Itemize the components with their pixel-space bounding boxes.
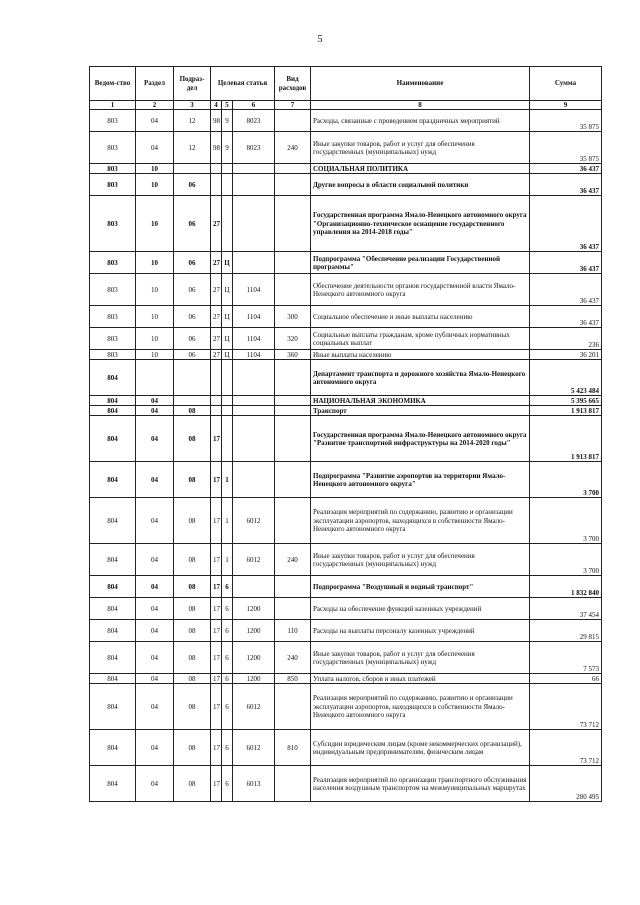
cell-vedomstvo: 803 [90,132,136,164]
table-row [90,576,602,598]
column-number: 9 [530,101,602,110]
cell-sum: 73 712 [530,730,602,766]
cell-subprogram: 9 [222,110,233,132]
cell-name: Реализация мероприятий по содержанию, развитию и организации эксплуатации аэропортов, находящихся в собственности Ямало-Ненецкого автономного округа [311,684,530,730]
cell-expense-type: 240 [275,544,311,576]
column-number: 6 [233,101,275,110]
cell-vedomstvo: 803 [90,110,136,132]
cell-podrazdel: 06 [174,174,211,196]
table-row [90,462,602,498]
cell-name: Реализация мероприятий по организации транспортного обслуживания населения воздушным транспортом на межмуниципальных маршрутах [311,766,530,802]
cell-program: 17 [211,462,222,498]
cell-vedomstvo: 803 [90,164,136,174]
cell-name: Государственная программа Ямало-Ненецкого автономного округа "Развитие транспортной инфраструктуры на 2014-2020 годы" [311,416,530,462]
cell-subprogram: Ц [222,328,233,350]
header-expense-type: Вид расходов [275,67,311,101]
cell-name: Обеспечение деятельности органов государственной власти Ямало-Ненецкого автономного округа [311,274,530,306]
cell-direction: 6012 [233,730,275,766]
table-row [90,498,602,544]
cell-sum: 36 437 [530,252,602,274]
column-number: 7 [275,101,311,110]
cell-program: 17 [211,642,222,674]
cell-razdel: 10 [136,174,174,196]
cell-name: Социальное обеспечение и иные выплаты населению [311,306,530,328]
cell-podrazdel: 06 [174,252,211,274]
cell-name: Расходы на обеспечение функций казенных учреждений [311,598,530,620]
cell-razdel: 04 [136,110,174,132]
table-row [90,110,602,132]
cell-name: Иные закупки товаров, работ и услуг для обеспечения государственных (муниципальных) нужд [311,544,530,576]
column-number: 4 [211,101,222,110]
cell-direction: 8023 [233,110,275,132]
cell-name: Иные закупки товаров, работ и услуг для обеспечения государственных (муниципальных) нужд [311,132,530,164]
cell-podrazdel: 08 [174,620,211,642]
cell-direction: 1104 [233,328,275,350]
cell-subprogram: 1 [222,498,233,544]
cell-razdel: 04 [136,620,174,642]
cell-direction: 1200 [233,598,275,620]
cell-subprogram: 1 [222,462,233,498]
cell-name: Департамент транспорта и дорожного хозяйства Ямало-Ненецкого автономного округа [311,360,530,396]
cell-direction: 8023 [233,132,275,164]
table-row [90,306,602,328]
cell-program [211,396,222,406]
cell-vedomstvo: 803 [90,328,136,350]
column-number: 5 [222,101,233,110]
cell-subprogram: Ц [222,252,233,274]
cell-program [211,406,222,416]
cell-sum: 3 700 [530,498,602,544]
cell-program: 98 [211,132,222,164]
cell-program: 27 [211,196,222,252]
table-row [90,674,602,684]
cell-expense-type: 240 [275,642,311,674]
cell-program: 17 [211,544,222,576]
cell-sum: 37 454 [530,598,602,620]
cell-expense-type: 850 [275,674,311,684]
cell-vedomstvo: 804 [90,620,136,642]
cell-direction [233,576,275,598]
cell-subprogram [222,174,233,196]
cell-sum: 36 437 [530,196,602,252]
cell-razdel: 10 [136,164,174,174]
cell-name: Подпрограмма "Воздушный и водный транспорт" [311,576,530,598]
cell-name: Уплата налогов, сборов и иных платежей [311,674,530,684]
cell-razdel: 04 [136,396,174,406]
cell-sum: 29 815 [530,620,602,642]
cell-direction [233,174,275,196]
cell-sum: 3 700 [530,462,602,498]
cell-program: 17 [211,620,222,642]
cell-razdel: 10 [136,328,174,350]
cell-razdel: 04 [136,576,174,598]
cell-subprogram [222,396,233,406]
cell-subprogram [222,406,233,416]
cell-program: 98 [211,110,222,132]
cell-direction: 1104 [233,274,275,306]
cell-subprogram: 6 [222,620,233,642]
cell-direction [233,252,275,274]
cell-podrazdel: 06 [174,328,211,350]
cell-razdel [136,360,174,396]
table-row [90,132,602,164]
cell-podrazdel [174,360,211,396]
cell-name: Транспорт [311,406,530,416]
cell-vedomstvo: 804 [90,684,136,730]
cell-subprogram [222,416,233,462]
cell-vedomstvo: 804 [90,730,136,766]
cell-vedomstvo: 804 [90,576,136,598]
cell-podrazdel: 08 [174,674,211,684]
cell-name: Другие вопросы в области социальной политики [311,174,530,196]
table-row [90,544,602,576]
cell-program [211,164,222,174]
cell-vedomstvo: 804 [90,462,136,498]
cell-expense-type [275,498,311,544]
cell-sum: 1 913 817 [530,406,602,416]
cell-name: Субсидии юридическим лицам (кроме некоммерческих организаций), индивидуальным предпринимателям, физическим лицам [311,730,530,766]
table-row [90,396,602,406]
cell-name: Расходы, связанные с проведением праздничных мероприятий [311,110,530,132]
cell-sum: 66 [530,674,602,684]
cell-podrazdel: 08 [174,766,211,802]
cell-subprogram [222,360,233,396]
column-number: 8 [311,101,530,110]
budget-table [89,66,602,802]
cell-subprogram: 6 [222,576,233,598]
cell-subprogram: Ц [222,274,233,306]
cell-direction [233,164,275,174]
cell-expense-type [275,196,311,252]
cell-program: 17 [211,598,222,620]
cell-direction: 1104 [233,306,275,328]
cell-podrazdel: 08 [174,416,211,462]
cell-podrazdel [174,396,211,406]
cell-podrazdel: 06 [174,274,211,306]
cell-subprogram [222,164,233,174]
cell-program [211,174,222,196]
cell-sum: 35 875 [530,132,602,164]
cell-direction: 6013 [233,766,275,802]
header-sum: Сумма [530,67,602,101]
cell-program: 17 [211,674,222,684]
cell-program: 17 [211,576,222,598]
cell-podrazdel: 12 [174,110,211,132]
cell-program [211,360,222,396]
cell-name: Реализация мероприятий по содержанию, развитию и организации эксплуатации аэропортов, находящихся в собственности Ямало-Ненецкого автономного округа [311,498,530,544]
cell-program: 17 [211,766,222,802]
cell-direction [233,196,275,252]
cell-expense-type: 320 [275,328,311,350]
cell-subprogram: 6 [222,730,233,766]
cell-direction: 6012 [233,498,275,544]
cell-subprogram [222,196,233,252]
cell-podrazdel: 08 [174,544,211,576]
cell-expense-type [275,766,311,802]
cell-podrazdel [174,164,211,174]
cell-subprogram: 9 [222,132,233,164]
table-row [90,642,602,674]
cell-expense-type [275,164,311,174]
cell-sum: 1 832 840 [530,576,602,598]
cell-podrazdel: 08 [174,462,211,498]
cell-subprogram: 6 [222,674,233,684]
cell-program: 17 [211,684,222,730]
cell-expense-type [275,406,311,416]
cell-vedomstvo: 803 [90,350,136,360]
cell-program: 27 [211,350,222,360]
cell-expense-type [275,396,311,406]
cell-expense-type [275,576,311,598]
cell-vedomstvo: 803 [90,174,136,196]
cell-subprogram: Ц [222,350,233,360]
cell-razdel: 10 [136,196,174,252]
header-razdel: Раздел [136,67,174,101]
cell-expense-type [275,360,311,396]
cell-vedomstvo: 804 [90,674,136,684]
cell-direction [233,360,275,396]
cell-sum: 3 700 [530,544,602,576]
cell-razdel: 04 [136,544,174,576]
table-row [90,328,602,350]
cell-sum: 36 437 [530,174,602,196]
cell-sum: 7 573 [530,642,602,674]
cell-subprogram: 6 [222,766,233,802]
cell-podrazdel: 08 [174,684,211,730]
cell-expense-type: 300 [275,306,311,328]
header-podrazdel: Подраз-дел [174,67,211,101]
cell-sum: 36 437 [530,164,602,174]
cell-expense-type: 240 [275,132,311,164]
cell-vedomstvo: 804 [90,766,136,802]
table-row [90,766,602,802]
table-row [90,620,602,642]
column-number: 2 [136,101,174,110]
cell-expense-type: 360 [275,350,311,360]
cell-sum: 236 [530,328,602,350]
table-row [90,174,602,196]
cell-expense-type [275,684,311,730]
cell-sum: 73 712 [530,684,602,730]
cell-vedomstvo: 804 [90,406,136,416]
cell-vedomstvo: 803 [90,196,136,252]
table-row [90,406,602,416]
cell-razdel: 04 [136,462,174,498]
cell-vedomstvo: 803 [90,274,136,306]
table-row [90,196,602,252]
cell-program: 17 [211,498,222,544]
cell-razdel: 04 [136,674,174,684]
cell-name: Иные выплаты населению [311,350,530,360]
cell-razdel: 04 [136,498,174,544]
table-row [90,684,602,730]
cell-program: 27 [211,274,222,306]
cell-name: Иные закупки товаров, работ и услуг для обеспечения государственных (муниципальных) нужд [311,642,530,674]
cell-expense-type [275,110,311,132]
table-row [90,416,602,462]
cell-name: Подпрограмма "Развитие аэропортов на территории Ямало-Ненецкого автономного округа" [311,462,530,498]
cell-razdel: 10 [136,252,174,274]
cell-podrazdel: 06 [174,350,211,360]
cell-vedomstvo: 803 [90,252,136,274]
cell-vedomstvo: 804 [90,396,136,406]
cell-razdel: 10 [136,350,174,360]
column-number: 1 [90,101,136,110]
cell-sum: 5 395 665 [530,396,602,406]
cell-name: Расходы на выплаты персоналу казенных учреждений [311,620,530,642]
cell-vedomstvo: 804 [90,416,136,462]
column-number: 3 [174,101,211,110]
cell-razdel: 04 [136,730,174,766]
cell-vedomstvo: 804 [90,498,136,544]
cell-direction [233,462,275,498]
cell-subprogram: Ц [222,306,233,328]
cell-razdel: 04 [136,766,174,802]
cell-name: Государственная программа Ямало-Ненецкого автономного округа "Организационно-техническое оснащение государственного управления на 2014-2018 годы" [311,196,530,252]
cell-program: 17 [211,416,222,462]
cell-sum: 5 423 484 [530,360,602,396]
table-row [90,360,602,396]
table-header-row [90,67,602,101]
cell-expense-type [275,598,311,620]
header-vedomstvo: Ведом-ство [90,67,136,101]
cell-direction [233,406,275,416]
cell-direction: 1200 [233,620,275,642]
cell-expense-type [275,462,311,498]
page-number: 5 [317,34,323,45]
cell-name: СОЦИАЛЬНАЯ ПОЛИТИКА [311,164,530,174]
cell-expense-type: 810 [275,730,311,766]
cell-program: 27 [211,306,222,328]
cell-name: Социальные выплаты гражданам, кроме публичных нормативных социальных выплат [311,328,530,350]
cell-podrazdel: 08 [174,730,211,766]
cell-sum: 36 201 [530,350,602,360]
cell-expense-type [275,274,311,306]
cell-vedomstvo: 804 [90,598,136,620]
cell-podrazdel: 08 [174,598,211,620]
cell-podrazdel: 12 [174,132,211,164]
cell-vedomstvo: 803 [90,306,136,328]
cell-vedomstvo: 804 [90,360,136,396]
cell-expense-type [275,252,311,274]
cell-program: 27 [211,252,222,274]
column-number-row [90,101,602,110]
cell-expense-type: 110 [275,620,311,642]
cell-razdel: 04 [136,598,174,620]
cell-vedomstvo: 804 [90,642,136,674]
cell-subprogram: 1 [222,544,233,576]
cell-podrazdel: 06 [174,196,211,252]
cell-podrazdel: 08 [174,498,211,544]
cell-program: 17 [211,730,222,766]
cell-direction [233,416,275,462]
cell-vedomstvo: 804 [90,544,136,576]
cell-expense-type [275,416,311,462]
header-target-article: Целевая статья [211,67,275,101]
cell-podrazdel: 08 [174,642,211,674]
cell-expense-type [275,174,311,196]
cell-razdel: 04 [136,642,174,674]
header-name: Наименование [311,67,530,101]
cell-subprogram: 6 [222,598,233,620]
cell-razdel: 04 [136,132,174,164]
cell-direction: 1104 [233,350,275,360]
cell-razdel: 04 [136,406,174,416]
cell-subprogram: 6 [222,684,233,730]
table-row [90,252,602,274]
cell-sum: 36 437 [530,306,602,328]
cell-direction: 1200 [233,642,275,674]
cell-sum: 36 437 [530,274,602,306]
cell-program: 27 [211,328,222,350]
cell-podrazdel: 08 [174,576,211,598]
table-row [90,274,602,306]
table-body [90,110,602,802]
cell-sum: 280 495 [530,766,602,802]
cell-razdel: 10 [136,274,174,306]
table-row [90,164,602,174]
cell-direction: 6012 [233,544,275,576]
cell-podrazdel: 06 [174,306,211,328]
cell-direction: 6012 [233,684,275,730]
table-row [90,350,602,360]
cell-direction [233,396,275,406]
cell-sum: 35 875 [530,110,602,132]
table-row [90,598,602,620]
cell-podrazdel: 08 [174,406,211,416]
table-row [90,730,602,766]
cell-direction: 1200 [233,674,275,684]
cell-name: НАЦИОНАЛЬНАЯ ЭКОНОМИКА [311,396,530,406]
cell-razdel: 04 [136,684,174,730]
cell-subprogram: 6 [222,642,233,674]
cell-sum: 1 913 817 [530,416,602,462]
cell-razdel: 04 [136,416,174,462]
cell-name: Подпрограмма "Обеспечение реализации Государственной программы" [311,252,530,274]
cell-razdel: 10 [136,306,174,328]
